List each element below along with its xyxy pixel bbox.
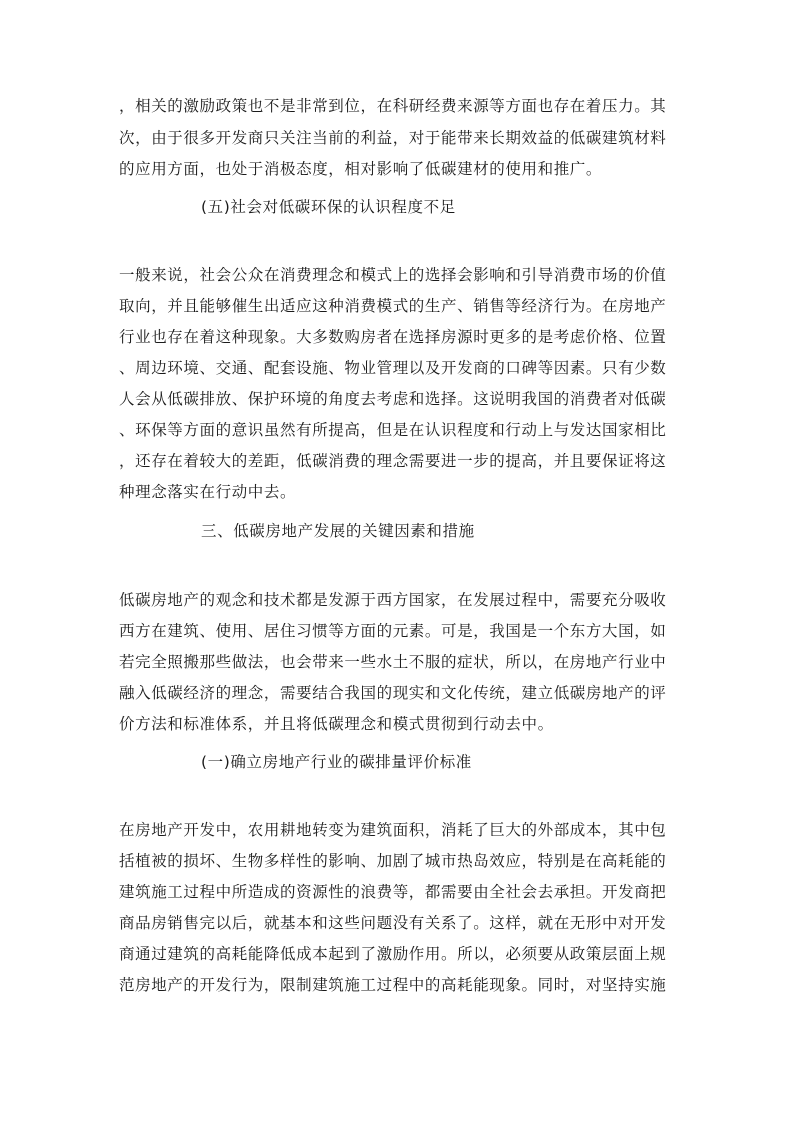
paragraph-line: 价方法和标准体系，并且将低碳理念和模式贯彻到行动去中。	[119, 715, 554, 733]
paragraph-line: 一般来说，社会公众在消费理念和模式上的选择会影响和引导消费市场的价值	[119, 266, 667, 284]
paragraph-line: 商品房销售完以后，就基本和这些问题没有关系了。这样，就在无形中对开发	[119, 914, 667, 932]
paragraph-line: 范房地产的开发行为，限制建筑施工过程中的高耗能现象。同时，对坚持实施	[119, 976, 667, 994]
paragraph-line: 融入低碳经济的理念，需要结合我国的现实和文化传统，建立低碳房地产的评	[119, 684, 667, 702]
paragraph-line: 、环保等方面的意识虽然有所提高，但是在认识程度和行动上与发达国家相比	[119, 421, 667, 439]
paragraph-line: ，还存在着较大的差距，低碳消费的理念需要进一步的提高，并且要保证将这	[119, 452, 667, 470]
paragraph-line: 人会从低碳排放、保护环境的角度去考虑和选择。这说明我国的消费者对低碳	[119, 390, 667, 408]
paragraph-line: 种理念落实在行动中去。	[119, 483, 297, 501]
paragraph-line: 行业也存在着这种现象。大多数购房者在选择房源时更多的是考虑价格、位置	[119, 328, 667, 346]
paragraph-line: 低碳房地产的观念和技术都是发源于西方国家，在发展过程中，需要充分吸收	[119, 591, 667, 609]
paragraph-line: 西方在建筑、使用、居住习惯等方面的元素。可是，我国是一个东方大国，如	[119, 622, 667, 640]
section-heading: (一)确立房地产行业的碳排量评价标准	[201, 753, 472, 771]
section-heading: 三、低碳房地产发展的关键因素和措施	[201, 522, 475, 540]
paragraph-line: 次，由于很多开发商只关注当前的利益，对于能带来长期效益的低碳建筑材料	[119, 129, 667, 147]
paragraph-line: 商通过建筑的高耗能降低成本起到了激励作用。所以，必须要从政策层面上规	[119, 945, 667, 963]
paragraph-line: 括植被的损坏、生物多样性的影响、加剧了城市热岛效应，特别是在高耗能的	[119, 852, 667, 870]
paragraph-line: 建筑施工过程中所造成的资源性的浪费等，都需要由全社会去承担。开发商把	[119, 883, 667, 901]
paragraph-line: 的应用方面，也处于消极态度，相对影响了低碳建材的使用和推广。	[119, 160, 603, 178]
paragraph-line: 、周边环境、交通、配套设施、物业管理以及开发商的口碑等因素。只有少数	[119, 359, 667, 377]
paragraph-line: 若完全照搬那些做法，也会带来一些水土不服的症状，所以，在房地产行业中	[119, 653, 667, 671]
paragraph-line: 在房地产开发中，农用耕地转变为建筑面积，消耗了巨大的外部成本，其中包	[119, 821, 667, 839]
paragraph-line: ，相关的激励政策也不是非常到位，在科研经费来源等方面也存在着压力。其	[119, 97, 667, 115]
section-heading: (五)社会对低碳环保的认识程度不足	[201, 198, 456, 216]
paragraph-line: 取向，并且能够催生出适应这种消费模式的生产、销售等经济行为。在房地产	[119, 297, 667, 315]
